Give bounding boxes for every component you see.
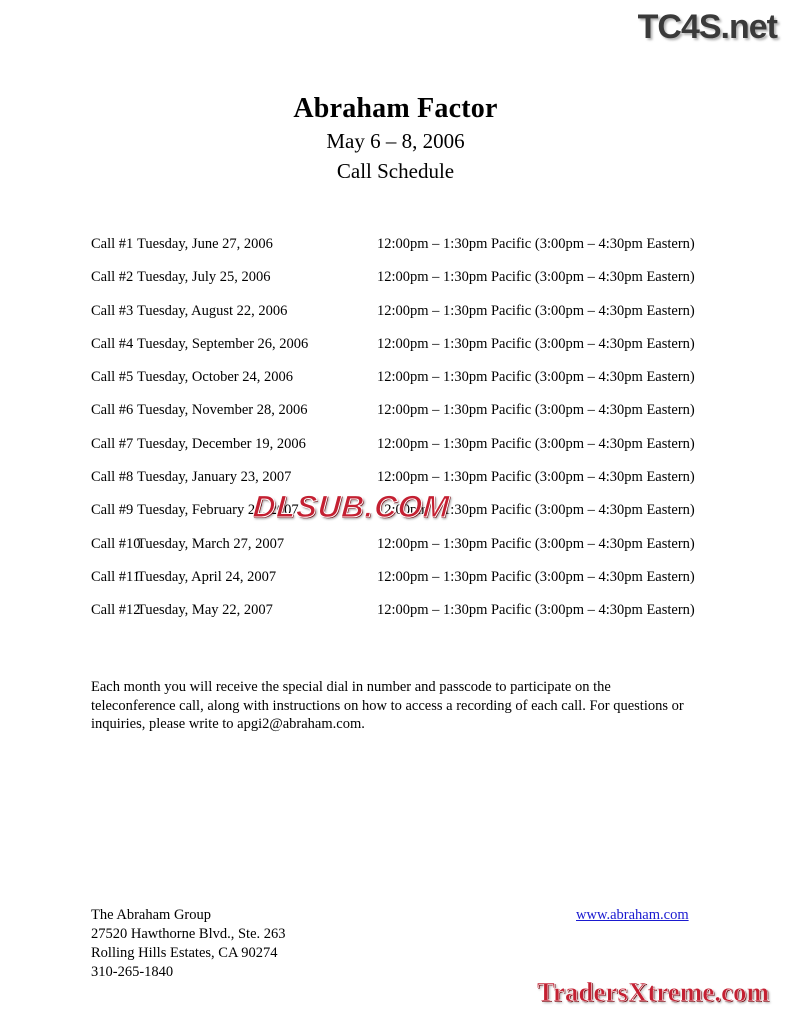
- call-label: Call #12: [91, 602, 141, 619]
- watermark-bottom-right: TradersXtreme.com: [536, 977, 769, 1007]
- call-time: 12:00pm – 1:30pm Pacific (3:00pm – 4:30pm Eastern): [377, 236, 695, 252]
- list-item: [91, 336, 701, 369]
- call-date: Tuesday, January 23, 2007: [137, 469, 292, 486]
- call-time: 12:00pm – 1:30pm Pacific (3:00pm – 4:30pm Eastern): [377, 602, 695, 619]
- footer-address: [91, 906, 286, 982]
- call-date: Tuesday, June 27, 2006: [137, 236, 273, 252]
- footer-company: The Abraham Group: [91, 907, 211, 923]
- call-label: Call #7: [91, 435, 134, 452]
- call-date: Tuesday, August 22, 2006: [137, 302, 288, 319]
- footer-city: Rolling Hills Estates, CA 90274: [91, 945, 278, 961]
- footer-street: 27520 Hawthorne Blvd., Ste. 263: [91, 926, 286, 942]
- call-date: Tuesday, February 27, 2007: [137, 502, 299, 519]
- call-label: Call #3: [91, 302, 134, 319]
- call-label: Call #10: [91, 535, 141, 552]
- call-time: 12:00pm – 1:30pm Pacific (3:00pm – 4:30pm Eastern): [377, 369, 695, 386]
- list-item: [91, 303, 701, 336]
- list-item: [91, 569, 701, 602]
- call-label: Call #8: [91, 469, 134, 486]
- call-date: Tuesday, April 24, 2007: [137, 568, 277, 585]
- page-dates: May 6 – 8, 2006: [326, 129, 465, 153]
- list-item: [91, 402, 701, 435]
- note-paragraph: Each month you will receive the special dial in number and passcode to participate on the teleconference call, along with instructions on how to access a recording of each call. For questions or inquiries, please write to apgi2@abraham.com.: [91, 679, 684, 732]
- call-label: Call #6: [91, 402, 134, 419]
- call-time: 12:00pm – 1:30pm Pacific (3:00pm – 4:30pm Eastern): [377, 302, 695, 319]
- call-time: 12:00pm – 1:30pm Pacific (3:00pm – 4:30pm Eastern): [377, 269, 695, 286]
- list-item: [91, 602, 701, 635]
- call-date: Tuesday, November 28, 2006: [137, 402, 308, 419]
- call-label: Call #5: [91, 369, 134, 386]
- page-title: Abraham Factor: [293, 93, 498, 124]
- call-time: 12:00pm – 1:30pm Pacific (3:00pm – 4:30pm Eastern): [377, 402, 695, 419]
- call-label: Call #1: [91, 236, 134, 252]
- call-time: 12:00pm – 1:30pm Pacific (3:00pm – 4:30pm Eastern): [377, 535, 695, 552]
- call-schedule-list: [91, 236, 701, 636]
- list-item: [91, 436, 701, 469]
- call-date: Tuesday, July 25, 2006: [137, 269, 271, 286]
- list-item: [91, 536, 701, 569]
- document-header: [0, 92, 791, 186]
- call-date: Tuesday, May 22, 2007: [137, 602, 273, 619]
- call-label: Call #9: [91, 502, 134, 519]
- website-link[interactable]: www.abraham.com: [576, 907, 689, 923]
- watermark-center: DLSUB.COM: [251, 489, 451, 524]
- list-item: [91, 369, 701, 402]
- list-item: [91, 236, 701, 269]
- call-time: 12:00pm – 1:30pm Pacific (3:00pm – 4:30pm Eastern): [377, 568, 695, 585]
- watermark-top-right: TC4S.net: [637, 8, 777, 46]
- call-date: Tuesday, December 19, 2006: [137, 435, 306, 452]
- list-item: [91, 269, 701, 302]
- page-subtitle: Call Schedule: [336, 159, 455, 183]
- call-time: 12:00pm – 1:30pm Pacific (3:00pm – 4:30pm Eastern): [377, 335, 695, 352]
- call-date: Tuesday, October 24, 2006: [137, 369, 293, 386]
- call-date: Tuesday, September 26, 2006: [137, 335, 309, 352]
- call-time: 12:00pm – 1:30pm Pacific (3:00pm – 4:30pm Eastern): [377, 435, 695, 452]
- footer-phone: 310-265-1840: [91, 964, 174, 980]
- call-label: Call #2: [91, 269, 134, 286]
- call-date: Tuesday, March 27, 2007: [137, 535, 285, 552]
- call-time: 12:00pm – 1:30pm Pacific (3:00pm – 4:30pm Eastern): [377, 469, 695, 486]
- call-label: Call #4: [91, 335, 134, 352]
- call-time: 12:00pm – 1:30pm Pacific (3:00pm – 4:30pm Eastern): [377, 502, 695, 519]
- call-label: Call #11: [91, 568, 141, 585]
